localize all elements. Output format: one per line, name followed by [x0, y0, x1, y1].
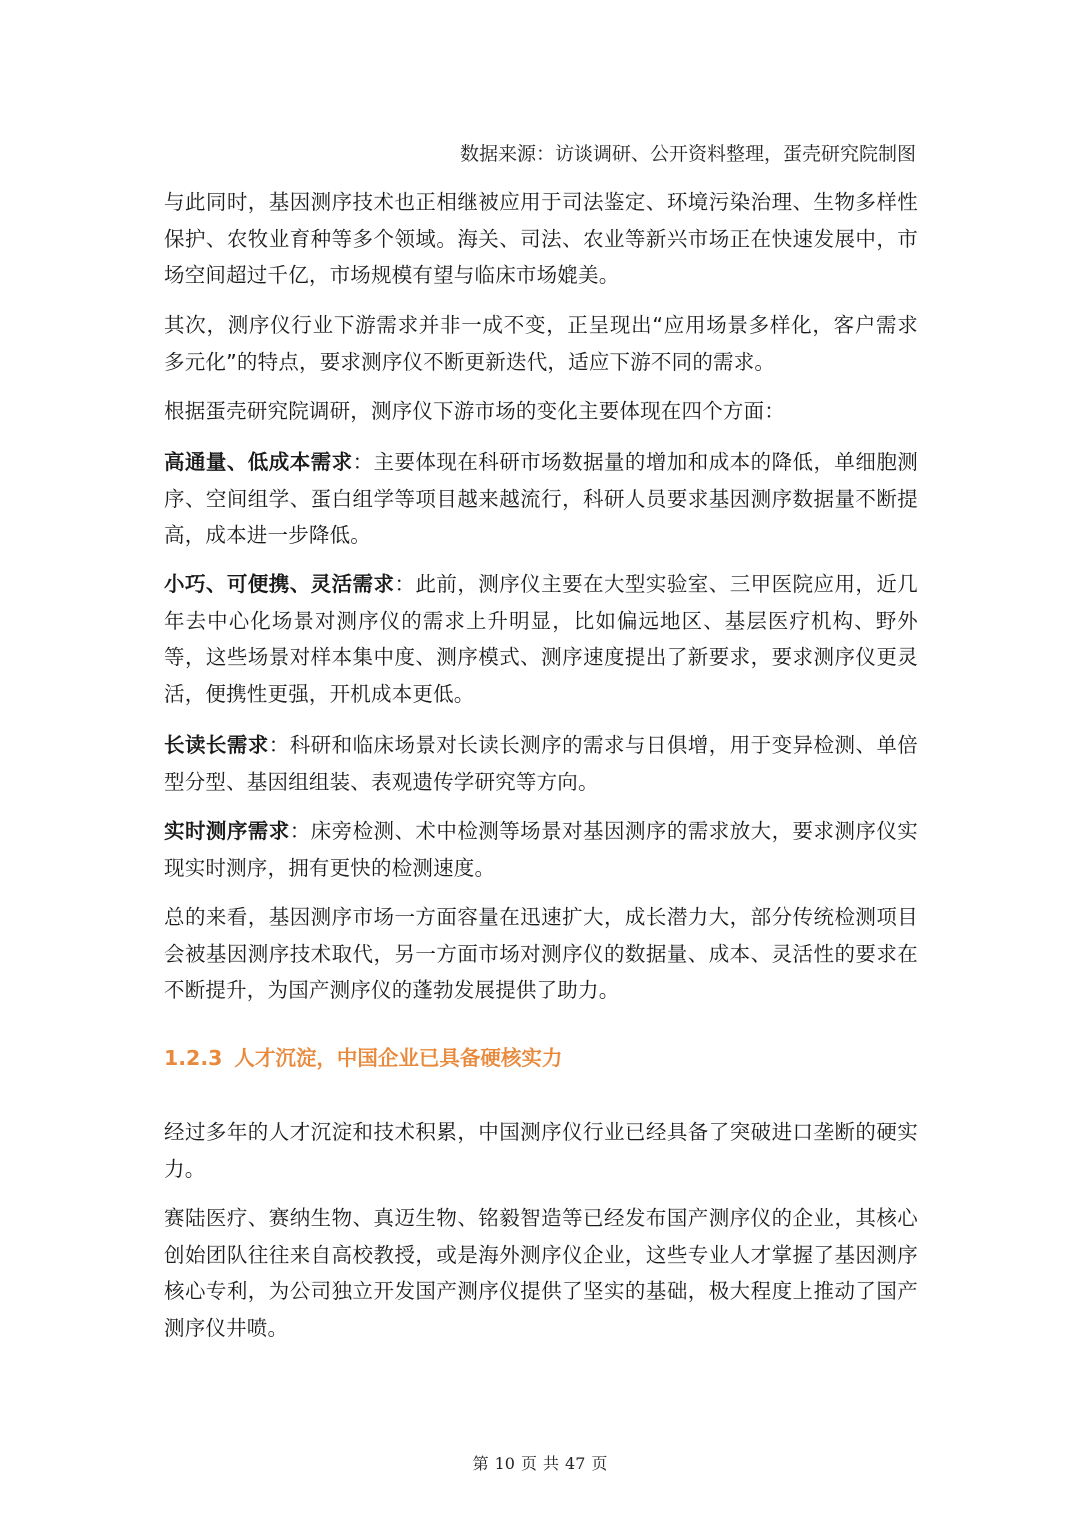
footer-total-pages: 47	[565, 1454, 586, 1473]
page-footer	[0, 1452, 1080, 1476]
paragraph-long-read	[164, 727, 918, 800]
paragraph-summary: 总的来看，基因测序市场一方面容量在迅速扩大，成长潜力大，部分传统检测项目会被基因测序技术取代，另一方面市场对测序仪的数据量、成本、灵活性的要求在不断提升，为国产测序仪的蓬勃发展提供了助力。	[164, 905, 918, 1002]
paragraph-portable-text: ：此前，测序仪主要在大型实验室、三甲医院应用，近几年去中心化场景对测序仪的需求上升明显，比如偏远地区、基层医疗机构、野外等，这些场景对样本集中度、测序模式、测序速度提出了新要求，要求测序仪更灵活，便携性更强，开机成本更低。	[164, 572, 918, 706]
term-high-throughput: 高通量、低成本需求	[164, 450, 353, 474]
footer-page-word: 页	[520, 1454, 537, 1473]
paragraph-four-aspects-intro: 根据蛋壳研究院调研，测序仪下游市场的变化主要体现在四个方面：	[164, 399, 785, 423]
term-long-read: 长读长需求	[164, 733, 269, 757]
section-title: 人才沉淀，中国企业已具备硬核实力	[234, 1046, 563, 1070]
paragraph-talent-accumulation: 经过多年的人才沉淀和技术积累，中国测序仪行业已经具备了突破进口垄断的硬实力。	[164, 1120, 918, 1181]
data-source-note: 数据来源：访谈调研、公开资料整理，蛋壳研究院制图	[459, 143, 916, 165]
paragraph-real-time	[164, 813, 918, 886]
footer-suffix: 页	[591, 1454, 608, 1473]
paragraph-companies: 赛陆医疗、赛纳生物、真迈生物、铭毅智造等已经发布国产测序仪的企业，其核心创始团队往往来自高校教授，或是海外测序仪企业，这些专业人才掌握了基因测序核心专利，为公司独立开发国产测序仪提供了坚实的基础，极大程度上推动了国产测序仪井喷。	[164, 1206, 918, 1340]
term-real-time: 实时测序需求	[164, 819, 290, 843]
paragraph-real-time-text: ：床旁检测、术中检测等场景对基因测序的需求放大，要求测序仪实现实时测序，拥有更快的检测速度。	[164, 819, 919, 880]
section-number: 1.2.3	[164, 1046, 223, 1070]
paragraph-high-throughput	[164, 444, 918, 554]
paragraph-long-read-text: ：科研和临床场景对长读长测序的需求与日俱增，用于变异检测、单倍型分型、基因组组装、表观遗传学研究等方向。	[164, 733, 919, 794]
section-heading	[164, 1041, 562, 1075]
paragraph-downstream-demand: 其次，测序仪行业下游需求并非一成不变，正呈现出“应用场景多样化，客户需求多元化”的特点，要求测序仪不断更新迭代，适应下游不同的需求。	[164, 313, 918, 374]
footer-prefix: 第	[472, 1454, 489, 1473]
paragraph-portable	[164, 566, 918, 712]
footer-total-word: 共	[543, 1454, 560, 1473]
footer-current-page: 10	[494, 1454, 515, 1473]
term-portable: 小巧、可便携、灵活需求	[164, 572, 395, 596]
paragraph-application-fields: 与此同时，基因测序技术也正相继被应用于司法鉴定、环境污染治理、生物多样性保护、农牧业育种等多个领域。海关、司法、农业等新兴市场正在快速发展中，市场空间超过千亿，市场规模有望与临床市场媲美。	[164, 190, 918, 287]
paragraph-high-throughput-text: ：主要体现在科研市场数据量的增加和成本的降低，单细胞测序、空间组学、蛋白组学等项目越来越流行，科研人员要求基因测序数据量不断提高，成本进一步降低。	[164, 450, 918, 547]
